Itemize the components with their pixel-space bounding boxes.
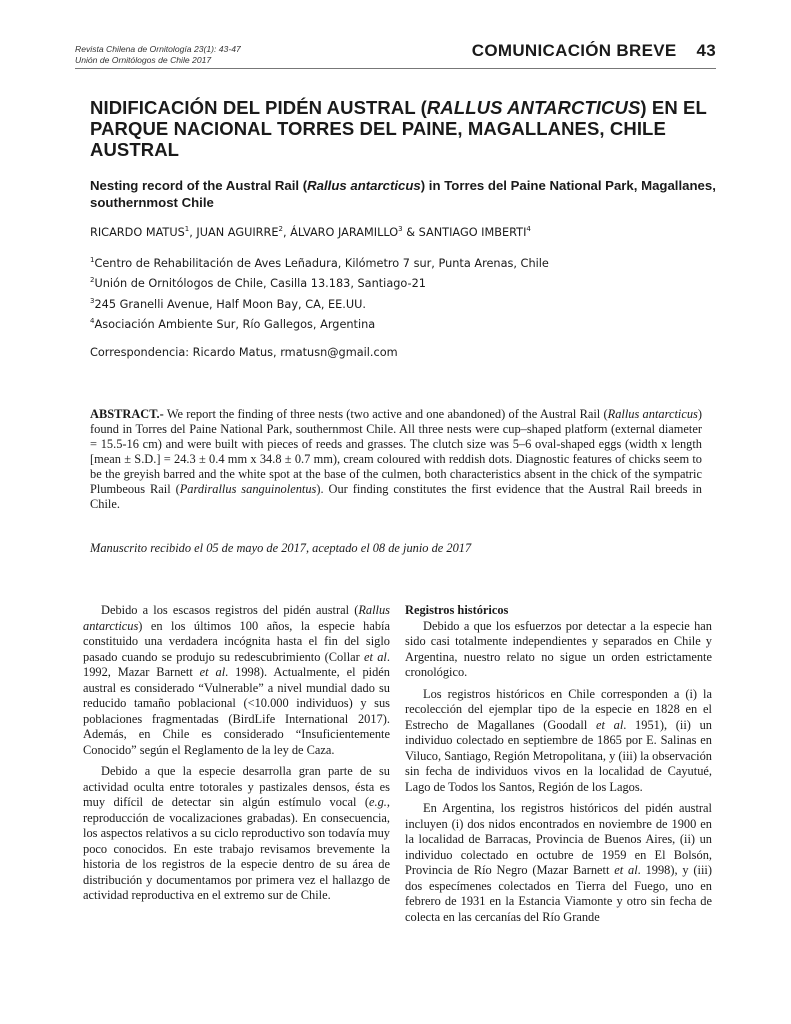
article-subtitle <box>90 177 730 211</box>
header-divider <box>75 68 716 69</box>
author-list <box>90 222 531 240</box>
body-paragraph: Debido a que la especie desarrolla gran parte de su actividad oculta entre totorales y pastizales densos, ésta es muy difícil de detectar sin algún estímulo vocal (e.g., reproducción de vocalizaciones grabadas). En consecuencia, los aspectos relativos a su ciclo reproductivo son todavía muy poco conocidos. En este trabajo revisamos brevemente la historia de los registros de la especie dentro de su área de distribución y documentamos por primera vez el hallazgo de actividad reproductiva en el extremo sur de Chile. <box>83 764 390 902</box>
body-column-left <box>83 603 390 904</box>
author: JUAN AGUIRRE$^2$, <box>196 225 291 239</box>
received-dates: Manuscrito recibido el 05 de mayo de 2017, aceptado el 08 de junio de 2017 <box>90 541 472 555</box>
title-text-start: NIDIFICACIÓN DEL PIDÉN AUSTRAL ( <box>90 97 427 118</box>
subtitle-text-start: Nesting record of the Austral Rail ( <box>90 178 308 193</box>
body-paragraph: Debido a que los esfuerzos por detectar a la especie han sido casi totalmente independientes y separados en Chile y Argentina, nuestro relato no sigue un orden estrictamente cronológico. <box>405 618 712 679</box>
affiliation: $^2$Unión de Ornitólogos de Chile, Casilla 13.183, Santiago-21 <box>90 276 426 291</box>
abstract-label: ABSTRACT.- <box>90 407 164 421</box>
affiliation: $^1$Centro de Rehabilitación de Aves Leñadura, Kilómetro 7 sur, Punta Arenas, Chile <box>90 256 549 270</box>
section-label: COMUNICACIÓN BREVE <box>471 41 677 60</box>
correspondence-line: Correspondencia: Ricardo Matus, rmatusn@gmail.com <box>90 346 398 359</box>
running-header-left <box>75 44 241 66</box>
body-column-right <box>405 603 712 925</box>
title-species-name: RALLUS ANTARCTICUS <box>426 97 641 118</box>
title-text-end: ) EN EL PARQUE NACIONAL TORRES DEL PAINE, MAGALLANES, CHILE AUSTRAL <box>90 97 707 160</box>
author: ÁLVARO JARAMILLO$^3$ & <box>290 225 419 239</box>
author: SANTIAGO IMBERTI$^4$ <box>418 225 531 239</box>
running-header-right <box>472 41 716 61</box>
affiliation-list <box>90 252 549 333</box>
subtitle-text-end: ) in Torres del Paine National Park, Magallanes, southernmost Chile <box>90 178 716 210</box>
journal-organization: Unión de Ornitólogos de Chile 2017 <box>75 55 212 65</box>
body-paragraph: Debido a los escasos registros del pidén austral (Rallus antarcticus) en los últimos 100 años, la especie había constituido una verdadera incógnita hasta el fin del siglo pasado cuando se produjo su redescubrimiento (Collar et al. 1992, Mazar Barnett et al. 1998). Actualmente, el pidén austral es considerado “Vulnerable” a nivel mundial dado su reducido tamaño poblacional (<10.000 individuos) y sus poblaciones fragmentadas (BirdLife International 2017). Además, en Chile es considerado “Insuficientemente Conocido” según el Reglamento de la ley de Caza. <box>83 603 390 757</box>
affiliation: $^4$Asociación Ambiente Sur, Río Gallegos, Argentina <box>90 316 376 331</box>
body-paragraph: Los registros históricos en Chile corresponden a (i) la recolección del ejemplar tipo de la especie en 1828 en el Estrecho de Magallanes (Goodall et al. 1951), (ii) un individuo colectado en septiembre de 1865 por E. Salinas en Vilucо, Santiago, Región Metropolitana, y (iii) la observación sin fecha de individuos vivos en la localidad de Cayutué, Lago de Todos los Santos, Región de los Lagos. <box>405 686 712 794</box>
journal-citation: Revista Chilena de Ornitología 23(1): 43-47 <box>75 44 241 54</box>
affiliation: $^3$245 Granelli Avenue, Half Moon Bay, CA, EE.UU. <box>90 296 366 311</box>
author: RICARDO MATUS$^1$, <box>90 225 197 239</box>
subtitle-species-name: Rallus antarcticus <box>307 178 421 193</box>
body-paragraph: En Argentina, los registros históricos del pidén austral incluyen (i) dos nidos encontrados en noviembre de 1900 en la localidad de Barracas, Provincia de Buenos Aires, (ii) un individuo colectado en octubre de 1959 en El Bolsón, Provincia de Río Negro (Mazar Barnett et al. 1998), y (iii) dos especímenes colectados en Tierra del Fuego, uno en febrero de 1931 en la Estancia Viamonte y otro sin fecha de colecta en las cercanías del Río Grande <box>405 801 712 924</box>
article-title <box>90 97 730 160</box>
section-heading: Registros históricos <box>405 603 509 617</box>
abstract: ABSTRACT.- We report the finding of three nests (two active and one abandoned) of the Austral Rail (Rallus antarcticus) found in Torres del Paine National Park, southernmost Chile. All three nests were cup–shaped platform (external diameter = 15.5-16 cm) and were built with pieces of reeds and grasses. The clutch size was 5–6 oval-shaped eggs (width x length [mean ± S.D.] = 24.3 ± 0.4 mm x 34.8 ± 0.7 mm), cream coloured with reddish dots. Diagnostic features of chicks seem to be the greyish barred and the white spot at the base of the culmen, both characteristics absent in the chick of the sympatric Plumbeous Rail (Pardirallus sanguinolentus). Our finding constitutes the first evidence that the Austral Rail breeds in Chile. <box>90 407 702 511</box>
page-number: 43 <box>696 41 716 60</box>
